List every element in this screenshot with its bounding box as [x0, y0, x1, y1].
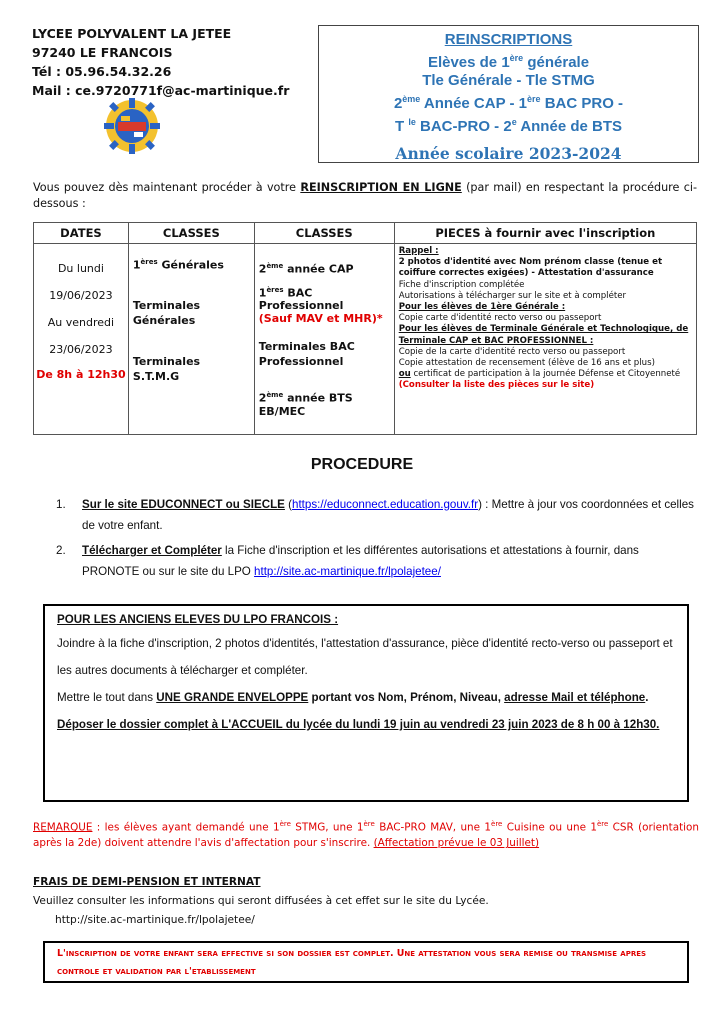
class-terminales-stmg: Terminales S.T.M.G	[132, 354, 201, 383]
class-1ere-bac-pro	[259, 286, 394, 313]
class-sup: ères	[266, 285, 284, 294]
intro-pre: Vous pouvez dès maintenant procéder à votre	[33, 181, 301, 194]
remarque-part: CSR (orientation après la 2de) doivent attendre l'avis d'affectation pour s'inscrire.	[33, 821, 699, 850]
lpo-site-link[interactable]: http://site.ac-martinique.fr/lpolajetee/	[254, 565, 441, 578]
date-from: 19/06/2023	[49, 289, 113, 302]
class-terminales-generales: Terminales Générales	[132, 298, 201, 327]
anciens-enveloppe: UNE GRANDE ENVELOPPE	[156, 691, 309, 704]
class-part: Générales	[157, 258, 224, 272]
class-2eme-cap	[259, 262, 394, 276]
remarque-sup: ère	[363, 820, 375, 828]
class-2eme-bts	[259, 391, 394, 418]
header-line-4-part: BAC PRO -	[540, 95, 624, 112]
school-phone: Tél : 05.96.54.32.26	[32, 64, 172, 79]
header-line-4-part: 2	[393, 95, 403, 112]
anciens-mail-tel: adresse Mail et téléphone	[504, 691, 646, 704]
remarque-part: STMG, une 1	[290, 821, 364, 834]
final-notice: L'inscription de votre enfant sera effective si son dossier est complet. Une attestation vous sera remise ou transmise apres controle et validation par l'etablissement	[43, 941, 689, 983]
reinscription-header-box	[318, 25, 699, 163]
pieces-autorisations: Autorisations à télécharger sur le site et à compléter	[398, 290, 627, 301]
anciens-paragraph-1: Joindre à la fiche d'inscription, 2 photos d'identités, l'attestation d'assurance, pièce d'identité recto-verso ou passeport et les autres documents à télécharger et compléter.	[57, 637, 673, 677]
pieces-jdc-text: certificat de participation à la journée Défense et Citoyenneté	[410, 369, 681, 380]
header-line-3: Tle Générale - Tle STMG	[422, 72, 595, 89]
anciens-dates: du lycée du lundi 19 juin au vendredi 23 juin 2023 de 8 h 00 à 12h30.	[282, 718, 660, 731]
step-number: 1.	[56, 498, 66, 511]
step-2-text: la Fiche d'inscription et les différentes autorisations et attestations à fournir, dans PRONOTE ou sur le site du LPO	[82, 544, 639, 578]
pieces-fiche: Fiche d'inscription complétée	[398, 279, 525, 290]
header-line-5	[319, 113, 698, 136]
header-line-5-part: Année de BTS	[516, 118, 622, 135]
header-line-2	[319, 49, 698, 72]
educonnect-link[interactable]: https://educonnect.education.gouv.fr	[292, 498, 479, 511]
class-terminales-bac-pro: Terminales BAC Professionnel	[258, 340, 355, 369]
pieces-ou: ou	[398, 369, 411, 380]
anciens-paragraph-3	[57, 711, 675, 738]
date-to: 23/06/2023	[49, 343, 113, 356]
frais-text: Veuillez consulter les informations qui seront diffusées à cet effet sur le site du Lycée.	[33, 895, 489, 907]
class-part: année CAP	[283, 262, 354, 276]
pieces-recensement: Copie attestation de recensement (élève de 16 ans et plus)	[398, 358, 655, 369]
remarque-affectation: (Affectation prévue le 03 Juillet)	[373, 837, 540, 850]
frais-url[interactable]: http://site.ac-martinique.fr/lpolajetee/	[55, 914, 255, 926]
class-sup: ères	[140, 258, 158, 266]
anciens-text: portant vos Nom, Prénom, Niveau,	[308, 691, 505, 704]
header-line-5-sup: le	[408, 117, 416, 127]
class-part: 1	[258, 286, 267, 300]
anciens-paragraph-2	[57, 684, 675, 711]
remarque-part: : les élèves ayant demandé une 1	[92, 821, 280, 834]
table-row	[34, 244, 697, 435]
pieces-jdc	[399, 369, 692, 380]
dates-cell	[34, 244, 129, 435]
class-part: 2	[258, 391, 267, 405]
anciens-eleves-box	[43, 604, 689, 802]
intro-reinscription-en-ligne: REINSCRIPTION EN LIGNE	[300, 181, 462, 194]
header-line-4-sup: ème	[402, 94, 421, 104]
hours: De 8h à 12h30	[36, 368, 126, 381]
school-logo-icon	[104, 98, 160, 154]
class-sup: ème	[266, 391, 284, 400]
step-1-text: (	[284, 498, 293, 511]
procedure-steps	[56, 494, 696, 586]
step-2-bold: Télécharger et Compléter	[82, 544, 222, 557]
header-line-4-sup: ère	[527, 94, 541, 104]
intro-post: (par mail) en respectant la procédure ci-dessous :	[33, 181, 697, 210]
pieces-heading-1ere: Pour les élèves de 1ère Générale :	[398, 302, 566, 313]
pieces-rappel: Rappel :	[398, 246, 439, 256]
header-title: REINSCRIPTIONS	[444, 31, 573, 48]
th-classes-2: CLASSES	[254, 223, 394, 244]
remarque-sup: ère	[279, 820, 291, 828]
header-line-5-part: T	[394, 118, 409, 135]
classes-cell-1	[128, 244, 254, 435]
classes-cell-2	[254, 244, 394, 435]
date-from-label: Du lundi	[57, 262, 104, 275]
class-part: BAC Professionnel	[258, 286, 344, 313]
procedure-title: PROCEDURE	[310, 456, 414, 473]
school-year: Année scolaire 2023-2024	[395, 144, 622, 163]
class-part: 2	[258, 262, 267, 276]
remarque-part: Cuisine ou une 1	[502, 821, 597, 834]
step-1-bold: Sur le site EDUCONNECT ou SIECLE	[82, 498, 285, 511]
frais-section	[33, 873, 699, 930]
header-line-2-part: Elèves de 1	[427, 54, 510, 71]
pieces-photos: 2 photos d'identité avec Nom prénom classe (tenue et coiffure correctes exigées) - Attestation d'assurance	[398, 257, 663, 279]
remarque-part: BAC-PRO MAV, une 1	[374, 821, 492, 834]
remarque-sup: ère	[491, 820, 503, 828]
school-mail: Mail : ce.9720771f@ac-martinique.fr	[32, 83, 290, 98]
pieces-copie-carte: Copie de la carte d'identité recto verso ou passeport	[398, 346, 626, 357]
anciens-text: .	[645, 691, 649, 704]
table-header-row	[34, 223, 697, 244]
class-part: 1	[132, 258, 141, 272]
class-1ere-generale	[133, 258, 254, 272]
pieces-heading-terminale: Pour les élèves de Terminale Générale et Technologique, de Terminale CAP et BAC PROFESSIONNEL :	[398, 324, 689, 346]
pieces-cell	[394, 244, 696, 435]
anciens-title: POUR LES ANCIENS ELEVES DU LPO FRANCOIS :	[57, 613, 339, 626]
school-city: 97240 LE FRANCOIS	[32, 45, 173, 60]
header-line-5-sup: e	[511, 117, 517, 127]
remarque-label: REMARQUE	[33, 821, 93, 834]
header-line-4-part: Année CAP - 1	[420, 95, 528, 112]
header-line-4	[319, 90, 698, 113]
th-pieces: PIECES à fournir avec l'inscription	[394, 223, 696, 244]
procedure-step-1	[56, 494, 696, 536]
step-number: 2.	[56, 544, 66, 557]
th-classes-1: CLASSES	[128, 223, 254, 244]
intro-text	[33, 180, 697, 212]
school-info	[32, 24, 289, 100]
step-1-text: ) : Mettre à jour vos coordonnées et celles de votre enfant.	[82, 498, 694, 532]
header-line-2-part: générale	[523, 54, 590, 71]
pieces-carte-id: Copie carte d'identité recto verso ou passeport	[398, 313, 602, 324]
procedure-step-2	[56, 540, 696, 582]
anciens-deposer: Déposer le dossier complet à L'ACCUEIL	[57, 718, 283, 731]
header-line-2-sup: ère	[509, 53, 524, 63]
class-part: année BTS EB/MEC	[258, 391, 353, 418]
pieces-consulter: (Consulter la liste des pièces sur le site)	[398, 380, 595, 391]
remarque-text	[33, 816, 699, 851]
frais-title: FRAIS DE DEMI-PENSION ET INTERNAT	[33, 876, 261, 888]
inscription-table	[33, 222, 697, 435]
class-exception: (Sauf MAV et MHR)*	[258, 312, 383, 326]
date-to-label: Au vendredi	[47, 316, 115, 329]
th-dates: DATES	[34, 223, 129, 244]
class-sup: ème	[266, 262, 284, 270]
header-line-5-part: BAC-PRO - 2	[415, 118, 512, 135]
school-name: LYCEE POLYVALENT LA JETEE	[32, 26, 232, 41]
remarque-sup: ère	[596, 820, 609, 828]
anciens-text: Mettre le tout dans	[57, 691, 157, 704]
